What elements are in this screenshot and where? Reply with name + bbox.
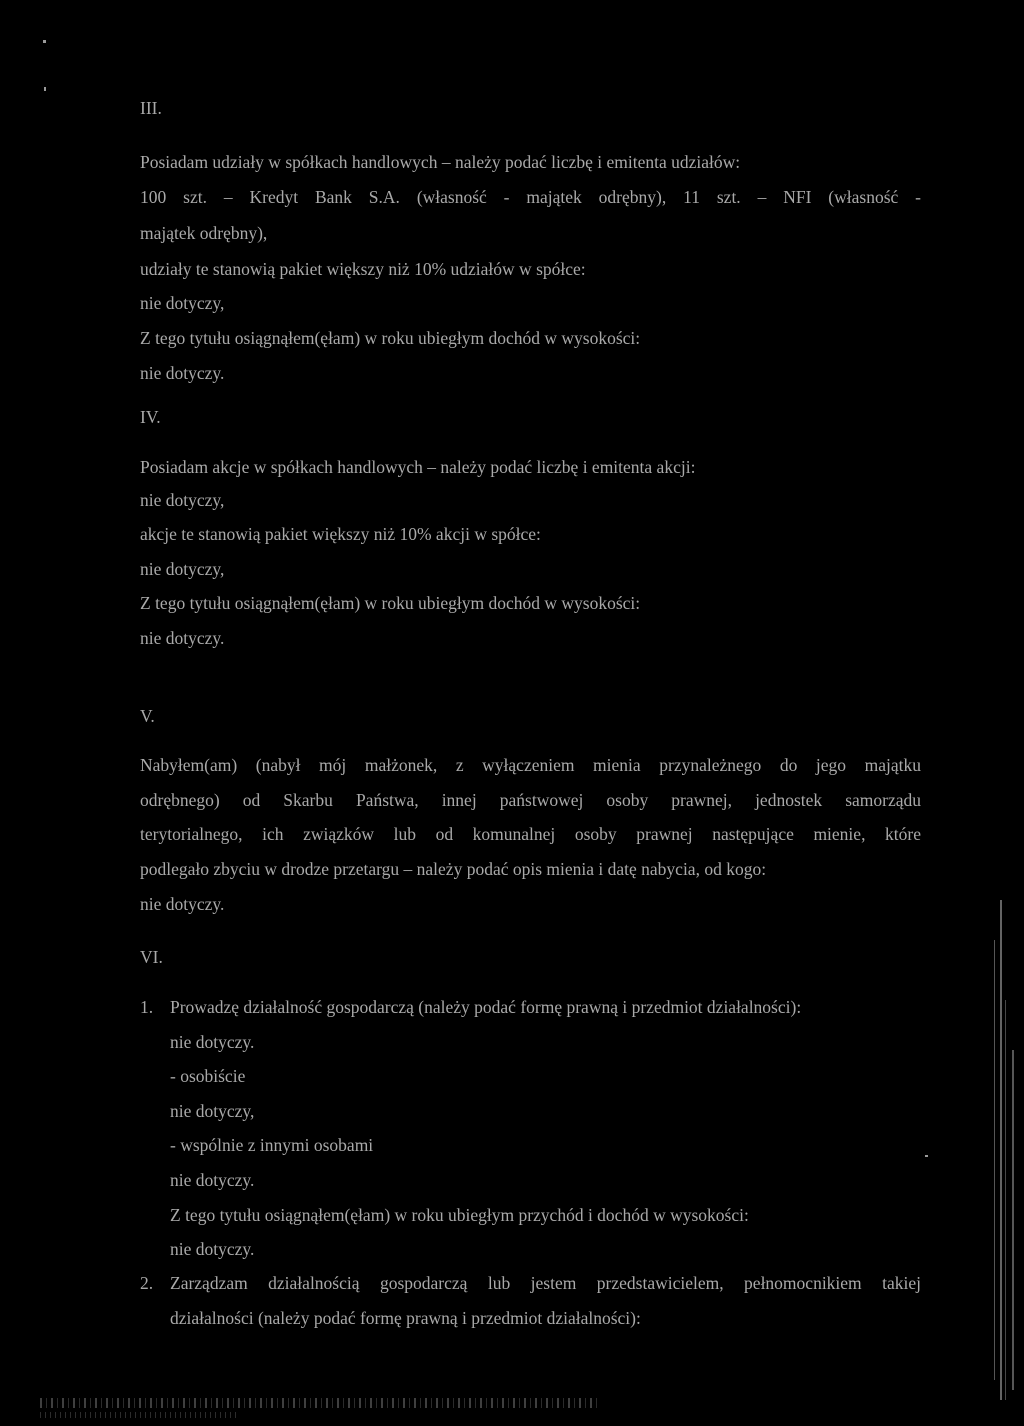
section-6-item-1-number: 1. bbox=[140, 997, 154, 1017]
section-5-value: nie dotyczy. bbox=[140, 894, 225, 914]
section-6-item-2-number: 2. bbox=[140, 1273, 154, 1293]
section-6-item-2-line-1: Zarządzam działalnością gospodarczą lub jestem przedstawicielem, pełnomocnikiem takiej bbox=[170, 1273, 921, 1293]
scan-edge-line bbox=[994, 940, 995, 1380]
section-3-holdings-line-1: 100 szt. – Kredyt Bank S.A. (własność - majątek odrębny), 11 szt. – NFI (własność - bbox=[140, 187, 921, 207]
section-6-income-value: nie dotyczy. bbox=[170, 1239, 255, 1259]
section-3-over10-label: udziały te stanowią pakiet większy niż 10% udziałów w spółce: bbox=[140, 259, 586, 279]
section-6-jointly-value: nie dotyczy. bbox=[170, 1170, 255, 1190]
section-5-paragraph-line-2: odrębnego) od Skarbu Państwa, innej państwowej osoby prawnej, jednostek samorządu bbox=[140, 790, 921, 810]
section-6-personal-value: nie dotyczy, bbox=[170, 1101, 255, 1121]
section-6-item-2-line-2: działalności (należy podać formę prawną i przedmiot działalności): bbox=[170, 1308, 641, 1328]
scan-speck bbox=[925, 1155, 928, 1157]
section-3-over10-value: nie dotyczy, bbox=[140, 293, 225, 313]
section-3-intro: Posiadam udziały w spółkach handlowych – należy podać liczbę i emitenta udziałów: bbox=[140, 152, 741, 172]
section-4-over10-label: akcje te stanowią pakiet większy niż 10% akcji w spółce: bbox=[140, 524, 541, 544]
scan-edge-line bbox=[1000, 900, 1002, 1400]
section-4-intro-value: nie dotyczy, bbox=[140, 490, 225, 510]
scan-footer-noise bbox=[40, 1412, 240, 1418]
section-5-paragraph-line-4: podlegało zbyciu w drodze przetargu – należy podać opis mienia i datę nabycia, od kogo: bbox=[140, 859, 767, 879]
scan-footer-noise bbox=[40, 1398, 600, 1408]
section-3-income-value: nie dotyczy. bbox=[140, 363, 225, 383]
section-6-item-1-text: Prowadzę działalność gospodarczą (należy podać formę prawną i przedmiot działalności): bbox=[170, 997, 802, 1017]
section-6-personal-label: - osobiście bbox=[170, 1066, 246, 1086]
section-6-item-1-value: nie dotyczy. bbox=[170, 1032, 255, 1052]
section-5-paragraph-line-1: Nabyłem(am) (nabył mój małżonek, z wyłączeniem mienia przynależnego do jego majątku bbox=[140, 755, 921, 775]
section-6-jointly-label: - wspólnie z innymi osobami bbox=[170, 1135, 374, 1155]
section-6-heading: VI. bbox=[140, 947, 163, 967]
section-4-intro: Posiadam akcje w spółkach handlowych – należy podać liczbę i emitenta akcji: bbox=[140, 457, 696, 477]
section-3-holdings-line-2: majątek odrębny), bbox=[140, 223, 268, 243]
scan-edge-line bbox=[1005, 1000, 1006, 1400]
section-4-heading: IV. bbox=[140, 407, 161, 427]
scan-speck bbox=[43, 40, 46, 43]
section-3-heading: III. bbox=[140, 98, 162, 118]
section-4-income-label: Z tego tytułu osiągnąłem(ęłam) w roku ubiegłym dochód w wysokości: bbox=[140, 593, 641, 613]
section-4-over10-value: nie dotyczy, bbox=[140, 559, 225, 579]
section-3-income-label: Z tego tytułu osiągnąłem(ęłam) w roku ubiegłym dochód w wysokości: bbox=[140, 328, 641, 348]
section-5-heading: V. bbox=[140, 706, 155, 726]
scan-speck bbox=[44, 87, 46, 91]
scan-edge-line bbox=[1012, 1050, 1014, 1390]
section-4-income-value: nie dotyczy. bbox=[140, 628, 225, 648]
section-5-paragraph-line-3: terytorialnego, ich związków lub od komunalnej osoby prawnej następujące mienie, które bbox=[140, 824, 921, 844]
section-6-income-label: Z tego tytułu osiągnąłem(ęłam) w roku ubiegłym przychód i dochód w wysokości: bbox=[170, 1205, 749, 1225]
